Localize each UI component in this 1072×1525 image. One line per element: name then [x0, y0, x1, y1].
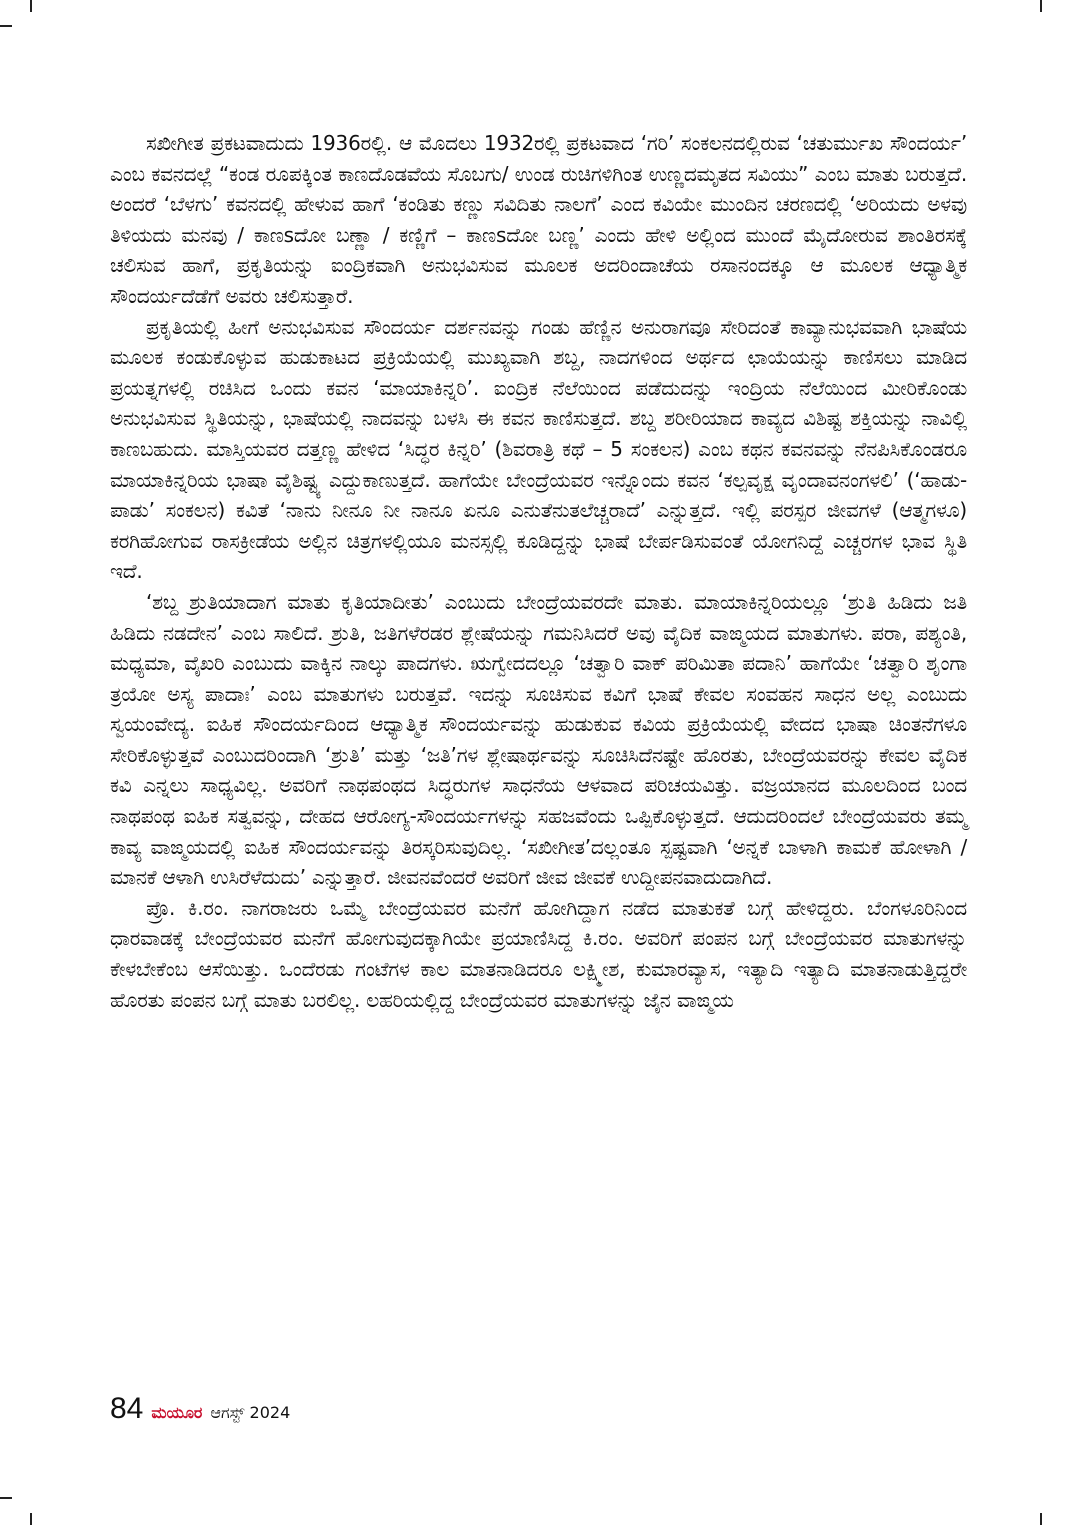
magazine-name-logo: ಮಯೂರ — [151, 1403, 203, 1422]
crop-mark-bottom-right — [1040, 1513, 1042, 1525]
article-body — [110, 128, 967, 1015]
crop-mark-top-left-h — [0, 25, 12, 27]
crop-mark-top-right — [1040, 0, 1042, 12]
issue-date: ಆಗಸ್ಟ್ 2024 — [210, 1403, 291, 1422]
page-footer — [110, 1392, 290, 1426]
crop-mark-bottom-left — [30, 1513, 32, 1525]
paragraph: ಸಖೀಗೀತ ಪ್ರಕಟವಾದುದು 1936ರಲ್ಲಿ. ಆ ಮೊದಲು 1932ರಲ್ಲಿ ಪ್ರಕಟವಾದ ‘ಗರಿ’ ಸಂಕಲನದಲ್ಲಿರುವ ‘ಚತುರ್ಮುಖ ಸೌಂದರ್ಯ’ ಎಂಬ ಕವನದಲ್ಲೆ “ಕಂಡ ರೂಪಕ್ಕಿಂತ ಕಾಣದೊಡವೆಯ ಸೊಬಗು/ ಉಂಡ ರುಚಿಗಳಿಗಿಂತ ಉಣ್ಣದಮೃತದ ಸವಿಯು” ಎಂಬ ಮಾತು ಬರುತ್ತದೆ. ಅಂದರೆ ‘ಬೆಳಗು’ ಕವನದಲ್ಲಿ ಹೇಳುವ ಹಾಗೆ ‘ಕಂಡಿತು ಕಣ್ಣು ಸವಿದಿತು ನಾಲಗೆ’ ಎಂದ ಕವಿಯೇ ಮುಂದಿನ ಚರಣದಲ್ಲಿ ‘ಅರಿಯದು ಅಳವು ತಿಳಿಯದು ಮನವು / ಕಾಣsದೋ ಬಣ್ಣಾ / ಕಣ್ಣಿಗೆ – ಕಾಣsದೋ ಬಣ್ಣ’ ಎಂದು ಹೇಳಿ ಅಲ್ಲಿಂದ ಮುಂದೆ ಮೈದೋರುವ ಶಾಂತಿರಸಕ್ಕೆ ಚಲಿಸುವ ಹಾಗೆ, ಪ್ರಕೃತಿಯನ್ನು ಐಂದ್ರಿಕವಾಗಿ ಅನುಭವಿಸುವ ಮೂಲಕ ಅದರಿಂದಾಚೆಯ ರಸಾನಂದಕ್ಕೂ ಆ ಮೂಲಕ ಆಧ್ಯಾತ್ಮಿಕ ಸೌಂದರ್ಯದೆಡೆಗೆ ಅವರು ಚಲಿಸುತ್ತಾರೆ. — [110, 131, 968, 308]
paragraph: ‘ಶಬ್ದ ಶ್ರುತಿಯಾದಾಗ ಮಾತು ಕೃತಿಯಾದೀತು’ ಎಂಬುದು ಬೇಂದ್ರೆಯವರದೇ ಮಾತು. ಮಾಯಾಕಿನ್ನರಿಯಲ್ಲೂ ‘ಶ್ರುತಿ ಹಿಡಿದು ಜತಿ ಹಿಡಿದು ನಡದೇನ’ ಎಂಬ ಸಾಲಿದೆ. ಶ್ರುತಿ, ಜತಿಗಳೆರಡರ ಶ್ಲೇಷೆಯನ್ನು ಗಮನಿಸಿದರೆ ಅವು ವೈದಿಕ ವಾಙ್ಮಯದ ಮಾತುಗಳು. ಪರಾ, ಪಶ್ಯಂತಿ, ಮಧ್ಯಮಾ, ವೈಖರಿ ಎಂಬುದು ವಾಕ್ಕಿನ ನಾಲ್ಕು ಪಾದಗಳು. ಋಗ್ವೇದದಲ್ಲೂ ‘ಚತ್ವಾರಿ ವಾಕ್ ಪರಿಮಿತಾ ಪದಾನಿ’ ಹಾಗೆಯೇ ‘ಚತ್ವಾರಿ ಶೃಂಗಾ ತ್ರಯೋ ಅಸ್ಯ ಪಾದಾಃ’ ಎಂಬ ಮಾತುಗಳು ಬರುತ್ತವೆ. ಇದನ್ನು ಸೂಚಿಸುವ ಕವಿಗೆ ಭಾಷೆ ಕೇವಲ ಸಂವಹನ ಸಾಧನ ಅಲ್ಲ ಎಂಬುದು ಸ್ವಯಂವೇದ್ಯ. ಐಹಿಕ ಸೌಂದರ್ಯದಿಂದ ಆಧ್ಯಾತ್ಮಿಕ ಸೌಂದರ್ಯವನ್ನು ಹುಡುಕುವ ಕವಿಯ ಪ್ರಕ್ರಿಯೆಯಲ್ಲಿ ವೇದದ ಭಾಷಾ ಚಿಂತನೆಗಳೂ ಸೇರಿಕೊಳ್ಳುತ್ತವೆ ಎಂಬುದರಿಂದಾಗಿ ‘ಶ್ರುತಿ’ ಮತ್ತು ‘ಜತಿ’ಗಳ ಶ್ಲೇಷಾರ್ಥವನ್ನು ಸೂಚಿಸಿದೆನಷ್ಟೇ ಹೊರತು, ಬೇಂದ್ರೆಯವರನ್ನು ಕೇವಲ ವೈದಿಕ ಕವಿ ಎನ್ನಲು ಸಾಧ್ಯವಿಲ್ಲ. ಅವರಿಗೆ ನಾಥಪಂಥದ ಸಿದ್ಧರುಗಳ ಸಾಧನೆಯ ಆಳವಾದ ಪರಿಚಯವಿತ್ತು. ವಜ್ರಯಾನದ ಮೂಲದಿಂದ ಬಂದ ನಾಥಪಂಥ ಐಹಿಕ ಸತ್ವವನ್ನು, ದೇಹದ ಆರೋಗ್ಯ-ಸೌಂದರ್ಯಗಳನ್ನು ಸಹಜವೆಂದು ಒಪ್ಪಿಕೊಳ್ಳುತ್ತದೆ. ಆದುದರಿಂದಲೆ ಬೇಂದ್ರೆಯವರು ತಮ್ಮ ಕಾವ್ಯ ವಾಙ್ಮಯದಲ್ಲಿ ಐಹಿಕ ಸೌಂದರ್ಯವನ್ನು ತಿರಸ್ಕರಿಸುವುದಿಲ್ಲ. ‘ಸಖೀಗೀತ’ದಲ್ಲಂತೂ ಸ್ಪಷ್ಟವಾಗಿ ‘ಅನ್ನಕೆ ಬಾಳಾಗಿ ಕಾಮಕೆ ಹೋಳಾಗಿ / ಮಾನಕೆ ಆಳಾಗಿ ಉಸಿರೆಳೆದುದು’ ಎನ್ನುತ್ತಾರೆ. ಜೀವನವೆಂದರೆ ಅವರಿಗೆ ಜೀವ ಜೀವಕೆ ಉದ್ದೀಪನವಾದುದಾಗಿದೆ. — [110, 589, 967, 890]
paragraph: ಪ್ರಕೃತಿಯಲ್ಲಿ ಹೀಗೆ ಅನುಭವಿಸುವ ಸೌಂದರ್ಯ ದರ್ಶನವನ್ನು ಗಂಡು ಹೆಣ್ಣಿನ ಅನುರಾಗವೂ ಸೇರಿದಂತೆ ಕಾವ್ಯಾನುಭವವಾಗಿ ಭಾಷೆಯ ಮೂಲಕ ಕಂಡುಕೊಳ್ಳುವ ಹುಡುಕಾಟದ ಪ್ರಕ್ರಿಯೆಯಲ್ಲಿ ಮುಖ್ಯವಾಗಿ ಶಬ್ದ, ನಾದಗಳಿಂದ ಅರ್ಥದ ಛಾಯೆಯನ್ನು ಕಾಣಿಸಲು ಮಾಡಿದ ಪ್ರಯತ್ನಗಳಲ್ಲಿ ರಚಿಸಿದ ಒಂದು ಕವನ ‘ಮಾಯಾಕಿನ್ನರಿ’. ಐಂದ್ರಿಕ ನೆಲೆಯಿಂದ ಪಡೆದುದನ್ನು ಇಂದ್ರಿಯ ನೆಲೆಯಿಂದ ಮೀರಿಕೊಂಡು ಅನುಭವಿಸುವ ಸ್ಥಿತಿಯನ್ನು, ಭಾಷೆಯಲ್ಲಿ ನಾದವನ್ನು ಬಳಸಿ ಈ ಕವನ ಕಾಣಿಸುತ್ತದೆ. ಶಬ್ದ ಶರೀರಿಯಾದ ಕಾವ್ಯದ ವಿಶಿಷ್ಟ ಶಕ್ತಿಯನ್ನು ನಾವಿಲ್ಲಿ ಕಾಣಬಹುದು. ಮಾಸ್ತಿಯವರ ದತ್ತಣ್ಣ ಹೇಳಿದ ‘ಸಿದ್ಧರ ಕಿನ್ನರಿ’ (ಶಿವರಾತ್ರಿ ಕಥೆ – 5 ಸಂಕಲನ) ಎಂಬ ಕಥನ ಕವನವನ್ನು ನೆನಪಿಸಿಕೊಂಡರೂ ಮಾಯಾಕಿನ್ನರಿಯ ಭಾಷಾ ವೈಶಿಷ್ಟ್ಯ ಎದ್ದುಕಾಣುತ್ತದೆ. ಹಾಗೆಯೇ ಬೇಂದ್ರೆಯವರ ಇನ್ನೊಂದು ಕವನ ‘ಕಲ್ಪವೃಕ್ಷ ವೃಂದಾವನಂಗಳಲಿ’ (‘ಹಾಡು-ಪಾಡು’ ಸಂಕಲನ) ಕವಿತೆ ‘ನಾನು ನೀನೂ ನೀ ನಾನೂ ಏನೂ ಎನುತೆನುತಲೆಚ್ಚರಾದೆ’ ಎನ್ನುತ್ತದೆ. ಇಲ್ಲಿ ಪರಸ್ಪರ ಜೀವಗಳೆ (ಆತ್ಮಗಳೂ) ಕರಗಿಹೋಗುವ ರಾಸಕ್ರೀಡೆಯ ಅಲ್ಲಿನ ಚಿತ್ರಗಳಲ್ಲಿಯೂ ಮನಸ್ಸಲ್ಲಿ ಕೂಡಿದ್ದನ್ನು ಭಾಷೆ ಬೇರ್ಪಡಿಸುವಂತೆ ಯೋಗನಿದ್ದೆ ಎಚ್ಚರಗಳ ಭಾವ ಸ್ಥಿತಿ ಇದೆ. — [110, 314, 967, 584]
crop-mark-bottom-left-h — [0, 1497, 12, 1499]
page-number: 84 — [110, 1392, 144, 1425]
paragraph: ಪ್ರೊ. ಕಿ.ರಂ. ನಾಗರಾಜರು ಒಮ್ಮೆ ಬೇಂದ್ರೆಯವರ ಮನೆಗೆ ಹೋಗಿದ್ದಾಗ ನಡೆದ ಮಾತುಕತೆ ಬಗ್ಗೆ ಹೇಳಿದ್ದರು. ಬೆಂಗಳೂರಿನಿಂದ ಧಾರವಾಡಕ್ಕೆ ಬೇಂದ್ರೆಯವರ ಮನೆಗೆ ಹೋಗುವುದಕ್ಕಾಗಿಯೇ ಪ್ರಯಾಣಿಸಿದ್ದ ಕಿ.ರಂ. ಅವರಿಗೆ ಪಂಪನ ಬಗ್ಗೆ ಬೇಂದ್ರೆಯವರ ಮಾತುಗಳನ್ನು ಕೇಳಬೇಕೆಂಬ ಆಸೆಯಿತ್ತು. ಒಂದೆರಡು ಗಂಟೆಗಳ ಕಾಲ ಮಾತನಾಡಿದರೂ ಲಕ್ಷ್ಮೀಶ, ಕುಮಾರವ್ಯಾಸ, ಇತ್ಯಾದಿ ಇತ್ಯಾದಿ ಮಾತನಾಡುತ್ತಿದ್ದರೇ ಹೊರತು ಪಂಪನ ಬಗ್ಗೆ ಮಾತು ಬರಲಿಲ್ಲ. ಲಹರಿಯಲ್ಲಿದ್ದ ಬೇಂದ್ರೆಯವರ ಮಾತುಗಳನ್ನು ಜೈನ ವಾಙ್ಮಯ — [110, 895, 967, 1012]
crop-mark-top-left — [30, 0, 32, 12]
